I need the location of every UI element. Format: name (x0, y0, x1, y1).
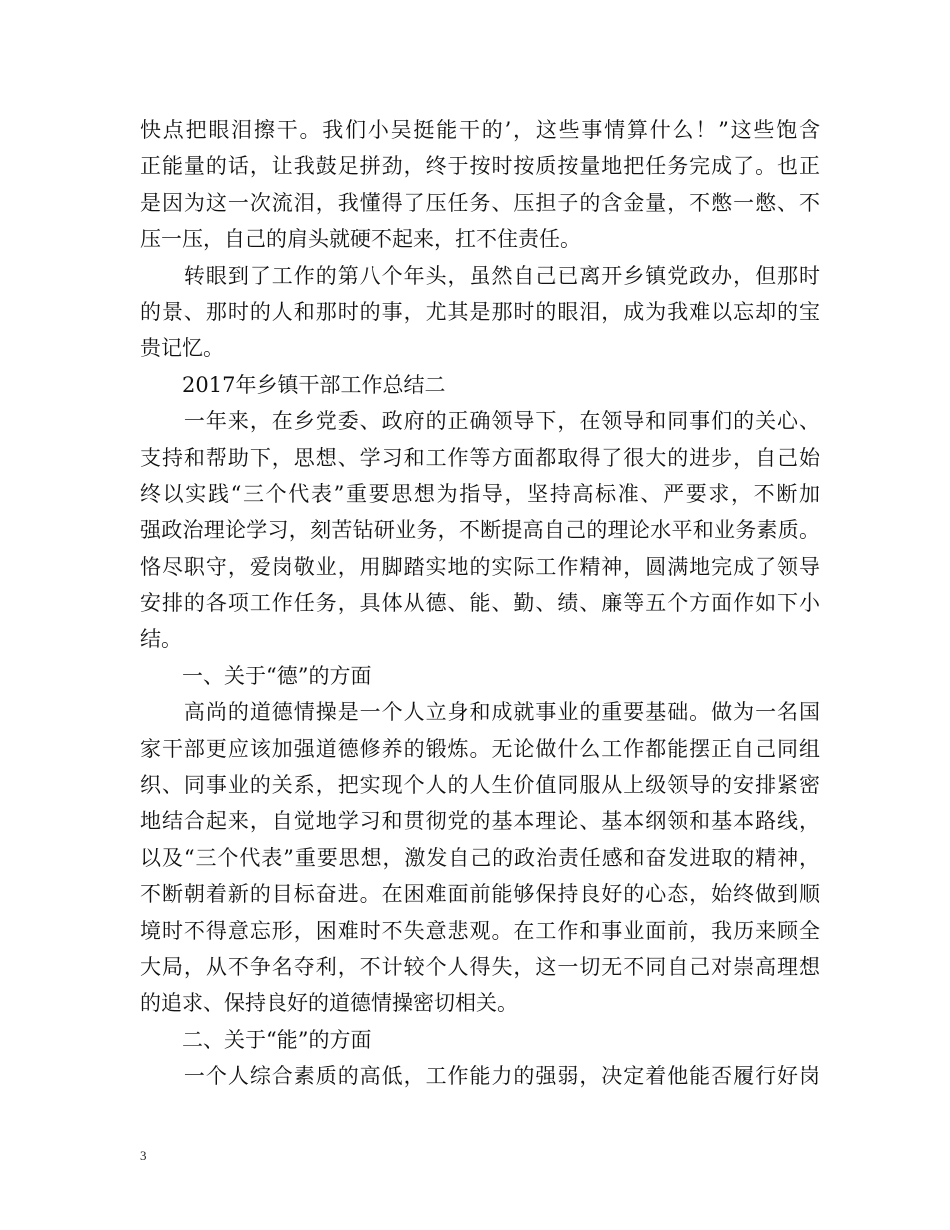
text-line: 安排的各项工作任务，具体从德、能、勤、绩、廉等五个方面作如下小 (140, 591, 820, 616)
text-line: 一个人综合素质的高低，工作能力的强弱，决定着他能否履行好岗 (140, 1064, 820, 1089)
text-line: 境时不得意忘形，困难时不失意悲观。在工作和事业面前，我历来顾全 (140, 918, 820, 943)
text-line: 结。 (140, 627, 182, 652)
text-line: 的追求、保持良好的道德情操密切相关。 (140, 991, 518, 1016)
text-line: 家干部更应该加强道德修养的锻炼。无论做什么工作都能摆正自己同组 (140, 736, 820, 761)
text-line: 二、关于“能”的方面 (140, 1027, 372, 1052)
text-line: 转眼到了工作的第八个年头，虽然自己已离开乡镇党政办，但那时 (140, 263, 820, 288)
text-line: 贵记忆。 (140, 336, 224, 361)
text-line: 的景、那时的人和那时的事，尤其是那时的眼泪，成为我难以忘却的宝 (140, 299, 820, 324)
text-line: 不断朝着新的目标奋进。在困难面前能够保持良好的心态，始终做到顺 (140, 882, 820, 907)
text-line: 是因为这一次流泪，我懂得了压任务、压担子的含金量，不憋一憋、不 (140, 190, 820, 215)
text-line: 织、同事业的关系，把实现个人的人生价值同服从上级领导的安排紧密 (140, 773, 820, 798)
text-line: 以及“三个代表”重要思想，激发自己的政治责任感和奋发进取的精神， (140, 845, 820, 870)
text-line: 一、关于“德”的方面 (140, 663, 372, 688)
text-line: 恪尽职守，爱岗敬业，用脚踏实地的实际工作精神，圆满地完成了领导 (140, 554, 820, 579)
text-line: 高尚的道德情操是一个人立身和成就事业的重要基础。做为一名国 (140, 700, 820, 725)
text-line: 强政治理论学习，刻苦钻研业务，不断提高自己的理论水平和业务素质。 (140, 518, 820, 543)
text-line: 支持和帮助下，思想、学习和工作等方面都取得了很大的进步，自己始 (140, 445, 820, 470)
text-line: 地结合起来，自觉地学习和贯彻党的基本理论、基本纲领和基本路线， (140, 809, 820, 834)
text-line: 2017年乡镇干部工作总结二 (140, 372, 446, 397)
text-line: 快点把眼泪擦干。我们小吴挺能干的’，这些事情算什么！”这些饱含 (140, 118, 820, 142)
text-line: 大局，从不争名夺利，不计较个人得失，这一切无不同自己对崇高理想 (140, 954, 820, 979)
text-line: 一年来，在乡党委、政府的正确领导下，在领导和同事们的关心、 (140, 409, 820, 434)
text-line: 正能量的话，让我鼓足拼劲，终于按时按质按量地把任务完成了。也正 (140, 154, 820, 179)
document-body (140, 112, 820, 1095)
text-line: 压一压，自己的肩头就硬不起来，扛不住责任。 (140, 227, 581, 252)
text-line: 终以实践“三个代表”重要思想为指导，坚持高标准、严要求，不断加 (140, 481, 820, 506)
page-number: 3 (140, 1148, 147, 1163)
